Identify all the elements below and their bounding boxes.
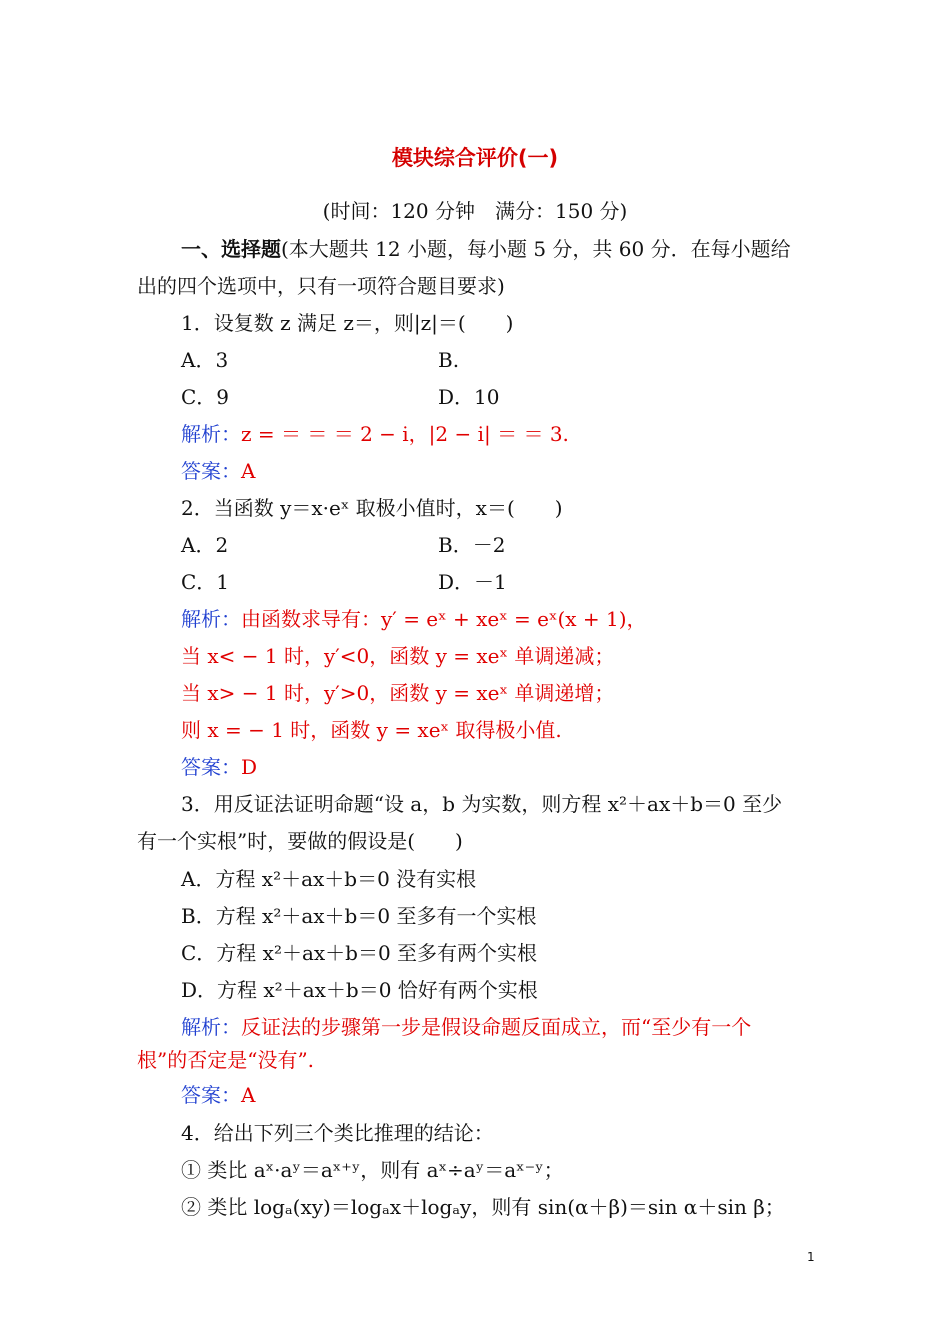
analysis-label: 解析：: [181, 607, 241, 631]
q3-answer-value: A: [241, 1083, 256, 1107]
q1-stem: 1．设复数 z 满足 z＝，则|z|＝( ): [181, 311, 514, 335]
q1-analysis-text: z = ＝ ＝ ＝ 2 − i，|2 − i| ＝ ＝ 3.: [241, 422, 569, 446]
page-title: 模块综合评价(一): [391, 146, 559, 170]
q1-answer: [181, 458, 255, 484]
q4-item-2: ② 类比 logₐ(xy)＝logₐx＋logₐy，则有 sin(α＋β)＝sin α＋sin β；: [181, 1195, 785, 1219]
q3-analysis: [181, 1014, 751, 1040]
answer-label: 答案：: [181, 459, 241, 483]
q3-stem-1: 3．用反证法证明命题“设 a，b 为实数，则方程 x²＋ax＋b＝0 至少: [181, 792, 783, 816]
q4-stem: 4．给出下列三个类比推理的结论：: [181, 1121, 494, 1145]
q3-option-c: C．方程 x²＋ax＋b＝0 至多有两个实根: [181, 941, 538, 965]
q2-stem: 2．当函数 y＝x·eˣ 取极小值时，x＝( ): [181, 496, 563, 520]
q2-analysis-text-1: 由函数求导有：y′ = eˣ + xeˣ = eˣ(x + 1)，: [241, 607, 647, 631]
q2-analysis-text-4: 则 x = − 1 时，函数 y = xeˣ 取得极小值.: [181, 718, 562, 742]
page-number: 1: [807, 1250, 815, 1264]
section-instructions-2: 出的四个选项中，只有一项符合题目要求): [137, 274, 505, 298]
q2-option-c: C．1: [181, 570, 230, 594]
answer-label: 答案：: [181, 755, 241, 779]
section-instructions-1: (本大题共 12 小题，每小题 5 分，共 60 分．在每小题给: [281, 237, 791, 261]
q4-item-1: ① 类比 aˣ·aʸ＝aˣ⁺ʸ，则有 aˣ÷aʸ＝aˣ⁻ʸ；: [181, 1158, 564, 1182]
q2-answer: [181, 754, 257, 780]
q1-answer-value: A: [241, 459, 256, 483]
q1-analysis: [181, 421, 569, 447]
section-heading: 一、选择题: [181, 237, 281, 261]
analysis-label: 解析：: [181, 422, 241, 446]
q2-option-b: B．－2: [438, 533, 506, 557]
q3-option-a: A．方程 x²＋ax＋b＝0 没有实根: [181, 867, 477, 891]
section-heading-line: [181, 236, 791, 262]
q2-analysis: [181, 606, 647, 632]
q3-stem-2: 有一个实根”时，要做的假设是( ): [137, 829, 463, 853]
q2-answer-value: D: [241, 755, 258, 779]
q3-option-d: D．方程 x²＋ax＋b＝0 恰好有两个实根: [181, 978, 538, 1002]
answer-label: 答案：: [181, 1083, 241, 1107]
q1-option-b: B.: [438, 348, 460, 372]
q2-option-a: A．2: [181, 533, 229, 557]
q3-analysis-text-1: 反证法的步骤第一步是假设命题反面成立，而“至少有一个: [241, 1015, 752, 1039]
q3-analysis-text-2: 根”的否定是“没有”.: [137, 1048, 315, 1072]
exam-meta: (时间：120 分钟 满分：150 分): [322, 199, 628, 223]
q2-option-d: D．－1: [438, 570, 507, 594]
q1-option-a: A．3: [181, 348, 229, 372]
q1-option-c: C．9: [181, 385, 230, 409]
q3-option-b: B．方程 x²＋ax＋b＝0 至多有一个实根: [181, 904, 537, 928]
q1-option-d: D．10: [438, 385, 500, 409]
q2-analysis-text-2: 当 x< − 1 时，y′<0，函数 y = xeˣ 单调递减；: [181, 644, 615, 668]
analysis-label: 解析：: [181, 1015, 241, 1039]
q3-answer: [181, 1082, 255, 1108]
q2-analysis-text-3: 当 x> − 1 时，y′>0，函数 y = xeˣ 单调递增；: [181, 681, 615, 705]
